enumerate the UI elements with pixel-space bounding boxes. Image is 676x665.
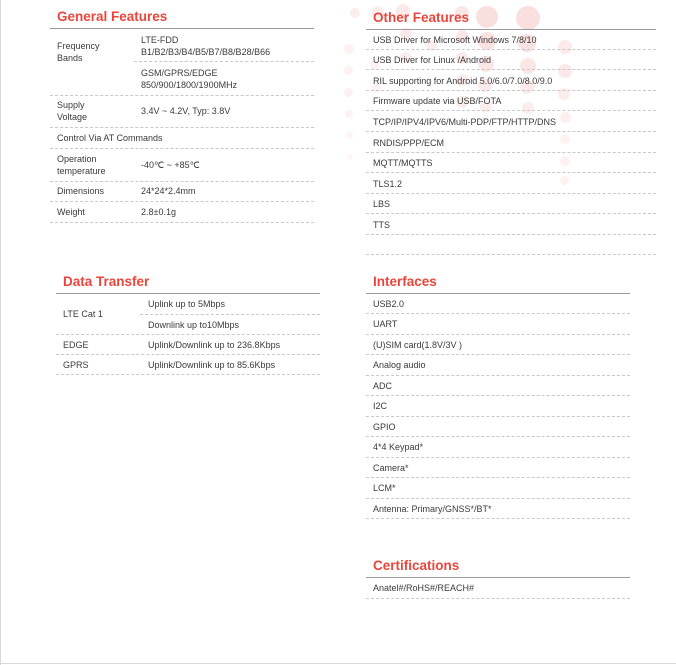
interface-item: UART xyxy=(373,319,398,329)
other-feature-item: RIL supporting for Android 5.0/6.0/7.0/8.0/9.0 xyxy=(373,76,553,86)
row-divider xyxy=(366,518,630,519)
left-border xyxy=(0,0,1,665)
interface-item: LCM* xyxy=(373,483,396,493)
row-divider xyxy=(56,374,320,375)
other-feature-item: USB Driver for Microsoft Windows 7/8/10 xyxy=(373,35,537,45)
other-feature-item: LBS xyxy=(373,199,391,209)
row-divider xyxy=(366,395,630,396)
control-at-commands: Control Via AT Commands xyxy=(57,133,163,143)
interfaces-rule xyxy=(366,293,630,294)
row-divider xyxy=(366,234,656,235)
row-divider xyxy=(366,334,630,335)
row-divider xyxy=(50,127,314,128)
row-divider xyxy=(366,498,630,499)
interface-item: Antenna: Primary/GNSS*/BT* xyxy=(373,504,492,514)
interface-item: GPIO xyxy=(373,422,396,432)
certification-item: Anatel#/RoHS#/REACH# xyxy=(373,583,475,593)
interface-item: Camera* xyxy=(373,463,409,473)
row-divider xyxy=(366,254,656,255)
row-divider xyxy=(366,477,630,478)
gsm-label: GSM/GPRS/EDGE xyxy=(141,68,218,78)
other-features-heading: Other Features xyxy=(373,10,470,25)
gsm-bands: 850/900/1800/1900MHz xyxy=(141,80,238,90)
general-features-rule xyxy=(50,28,314,29)
row-divider xyxy=(56,334,320,335)
operation-temperature-value: -40℃ ~ +85℃ xyxy=(141,160,200,170)
other-features-rule xyxy=(366,29,656,30)
supply-voltage-label-line1: Supply xyxy=(57,100,85,110)
bottom-border xyxy=(0,663,676,664)
row-divider xyxy=(366,416,630,417)
gprs-label: GPRS xyxy=(63,360,89,370)
row-divider xyxy=(50,201,314,202)
lte-downlink-value: Downlink up to10Mbps xyxy=(148,320,240,330)
row-divider xyxy=(366,69,656,70)
certifications-rule xyxy=(366,577,630,578)
row-divider xyxy=(366,313,630,314)
weight-value: 2.8±0.1g xyxy=(141,207,176,217)
supply-voltage-value: 3.4V ~ 4.2V, Typ: 3.8V xyxy=(141,106,231,116)
lte-cat1-label: LTE Cat 1 xyxy=(63,309,103,319)
gprs-value: Uplink/Downlink up to 85.6Kbps xyxy=(148,360,276,370)
row-divider xyxy=(366,152,656,153)
row-divider xyxy=(366,193,656,194)
row-divider xyxy=(366,110,656,111)
certifications-heading: Certifications xyxy=(373,558,460,573)
row-divider xyxy=(366,598,630,599)
row-divider xyxy=(366,172,656,173)
interface-item: Analog audio xyxy=(373,360,426,370)
general-features-heading: General Features xyxy=(57,9,168,24)
interface-item: ADC xyxy=(373,381,393,391)
edge-label: EDGE xyxy=(63,340,89,350)
row-divider xyxy=(366,213,656,214)
operation-temperature-label-line1: Operation xyxy=(57,154,97,164)
other-feature-item: TLS1.2 xyxy=(373,179,403,189)
row-divider xyxy=(56,354,320,355)
row-divider xyxy=(366,354,630,355)
edge-value: Uplink/Downlink up to 236.8Kbps xyxy=(148,340,281,350)
data-transfer-rule xyxy=(56,293,320,294)
data-transfer-heading: Data Transfer xyxy=(63,274,150,289)
row-divider xyxy=(366,457,630,458)
row-divider xyxy=(50,95,314,96)
row-divider xyxy=(366,375,630,376)
row-divider xyxy=(366,90,656,91)
lte-uplink-value: Uplink up to 5Mbps xyxy=(148,299,226,309)
row-divider xyxy=(50,222,314,223)
dimensions-label: Dimensions xyxy=(57,186,105,196)
frequency-bands-label-line2: Bands xyxy=(57,53,83,63)
other-feature-item: TTS xyxy=(373,220,390,230)
interface-item: (U)SIM card(1.8V/3V ) xyxy=(373,340,463,350)
operation-temperature-label-line2: temperature xyxy=(57,166,106,176)
lte-fdd-bands: B1/B2/B3/B4/B5/B7/B8/B28/B66 xyxy=(141,47,271,57)
other-feature-item: RNDIS/PPP/ECM xyxy=(373,138,445,148)
row-divider xyxy=(140,314,320,315)
dimensions-value: 24*24*2.4mm xyxy=(141,186,196,196)
row-divider xyxy=(366,49,656,50)
other-feature-item: MQTT/MQTTS xyxy=(373,158,433,168)
row-divider xyxy=(134,61,314,62)
interface-item: I2C xyxy=(373,401,388,411)
interface-item: USB2.0 xyxy=(373,299,405,309)
row-divider xyxy=(366,436,630,437)
row-divider xyxy=(366,131,656,132)
interfaces-heading: Interfaces xyxy=(373,274,437,289)
supply-voltage-label-line2: Voltage xyxy=(57,112,88,122)
lte-fdd-label: LTE-FDD xyxy=(141,35,179,45)
row-divider xyxy=(50,148,314,149)
other-feature-item: TCP/IP/IPV4/IPV6/Multi-PDP/FTP/HTTP/DNS xyxy=(373,117,557,127)
frequency-bands-label-line1: Frequency xyxy=(57,41,100,51)
row-divider xyxy=(50,181,314,182)
other-feature-item: Firmware update via USB/FOTA xyxy=(373,96,502,106)
weight-label: Weight xyxy=(57,207,85,217)
interface-item: 4*4 Keypad* xyxy=(373,442,424,452)
other-feature-item: USB Driver for Linux /Android xyxy=(373,55,492,65)
